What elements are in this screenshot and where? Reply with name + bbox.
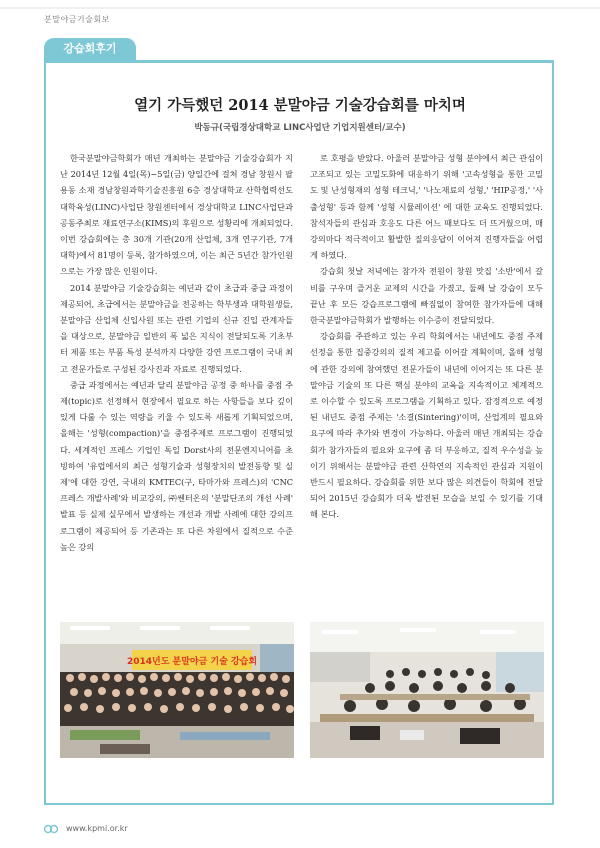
paragraph: 2014 분말야금 기술강습회는 예년과 같이 초급과 중급 과정이 제공되어, 초급에서는 분말야금을 전공하는 학부생과 대학원생들, 분말야금 산업체 신입사원 또는 관련 기업의 신규 진입 관계자들을 대상으로, 분말야금 일반의 폭 넓은 지식이 전달되도록 기초부터 제품 또는 부품 특성 분석까지 다양한 강연 프로그램이 국내 최고 전문가들로 구성된 강사진과 자료로 진행되었다. (60, 282, 293, 374)
right-column (310, 150, 543, 523)
paragraph: 강습회를 주관하고 있는 우리 학회에서는 내년에도 중점 주제 선정을 통한 집중강의의 질적 제고를 이어갈 계획이며, 올해 성형에 관한 강의에 참여했던 전문가들이 내년에 이어지는 또 다른 분말야금 기술의 또 다른 핵심 분야의 교육을 지속적이고 체계적으로 이수할 수 있도록 프로그램을 기획하고 있다. 잠정적으로 예정된 내년도 중점 주제는 '소결(Sintering)'이며, 산업계의 필요와 요구에 따라 추가와 변경이 가능하다. 아울러 매년 개최되는 강습회가 참가자들의 필요와 요구에 좀 더 부응하고, 질적 우수성을 높이기 위해서는 분말야금 관련 산학연의 지속적인 관심과 지원이 반드시 필요하다. 강습회를 위한 보다 많은 의견들이 학회에 전달되어 2015년 강습회가 더욱 발전된 모습을 보일 수 있기를 기대해 본다. (310, 331, 543, 520)
section-tab-label: 강습회후기 (63, 42, 117, 55)
banner-text: 2014년도 분말야금 기술 강습회 (126, 657, 258, 667)
group-photo (60, 622, 294, 758)
kpmi-logo-icon (44, 823, 58, 835)
paragraph: 한국분말야금학회가 매년 개최하는 분말야금 기술강습회가 지난 2014년 12월 4일(목)~5일(금) 양일간에 걸쳐 경남 창원시 팔용동 소재 경남창원과학기술진흥원 6층 경상대학교 산학협력선도대학육성(LINC)사업단 창원센터에서 경상대학교 LINC사업단과 공동주최로 재료연구소(KIMS)의 후원으로 성황리에 개최되었다. 이번 강습회에는 총 30개 기관(20개 산업체, 3개 연구기관, 7개 대학)에서 81명이 등록, 참가하였으며, 이는 최근 5년간 참가인원으로는 가장 많은 인원이다. (60, 153, 293, 277)
top-rule (0, 0, 600, 10)
article-author: 박동규(국립경상대학교 LINC사업단 기업지원센터/교수) (194, 123, 406, 133)
lecture-photo (310, 622, 544, 758)
paragraph: 중급 과정에서는 예년과 달리 분말야금 공정 중 하나를 중점 주제(topic)로 선정해서 현장에서 필요로 하는 사항들을 보다 깊이 있게 다룰 수 있는 역량을 키울 수 있도록 새롭게 기획되었으며, 올해는 '성형(compaction)'을 중점주제로 프로그램이 진행되었다. 세계적인 프레스 기업인 독일 Dorst사의 전문엔지니어를 초빙하여 '유럽에서의 최근 성형기술과 성형장치의 발전동향 및 실제'에 대한 강연, 국내의 KMTEC(구, 타마가와 프레스)의 'CNC프레스 개발사례'와 비교강의, ㈜쎈터온의 '분말단조의 개선 사례' 발표 등 실제 실무에서 발생하는 개선과 개발 사례에 대한 강의프로그램이 제공되어 등 기존과는 또 다른 차원에서 질적으로 수준 높은 강의 (60, 379, 293, 552)
article-title: 열기 가득했던 2014 분말야금 기술강습회를 마치며 (134, 97, 466, 114)
journal-name: 분말야금기술회보 (44, 15, 110, 24)
left-column (60, 150, 293, 555)
paragraph: 로 호평을 받았다. 아울러 분말야금 성형 분야에서 최근 관심이 고조되고 있는 고밀도화에 대응하기 위해 '고속성형을 통한 고밀도 및 난성형재의 성형 테크닉,' '나노재료의 성형,' 'HIP공정,' '사출성형' 등과 함께 '성형 시뮬레이션' 에 대한 교육도 진행되었다. 참석자들의 관심과 호응도 다른 어느 때보다도 더 뜨거웠으며, 매 강의마다 적극적이고 활발한 질의응답이 이어져 진행자들을 어렵게 하였다. (310, 153, 543, 261)
footer-url: www.kpmi.or.kr (66, 824, 128, 833)
section-tab (44, 38, 136, 60)
paragraph: 강습회 첫날 저녁에는 참가자 전원이 창원 맛집 '소반'에서 갈비를 구우며 즐거운 교제의 시간을 가졌고, 둘째 날 강습이 모두 끝난 후 모든 강습프로그램에 빠짐없이 참여한 참가자들에 대해 한국분말야금학회가 발행하는 이수증이 전달되었다. (310, 266, 543, 326)
